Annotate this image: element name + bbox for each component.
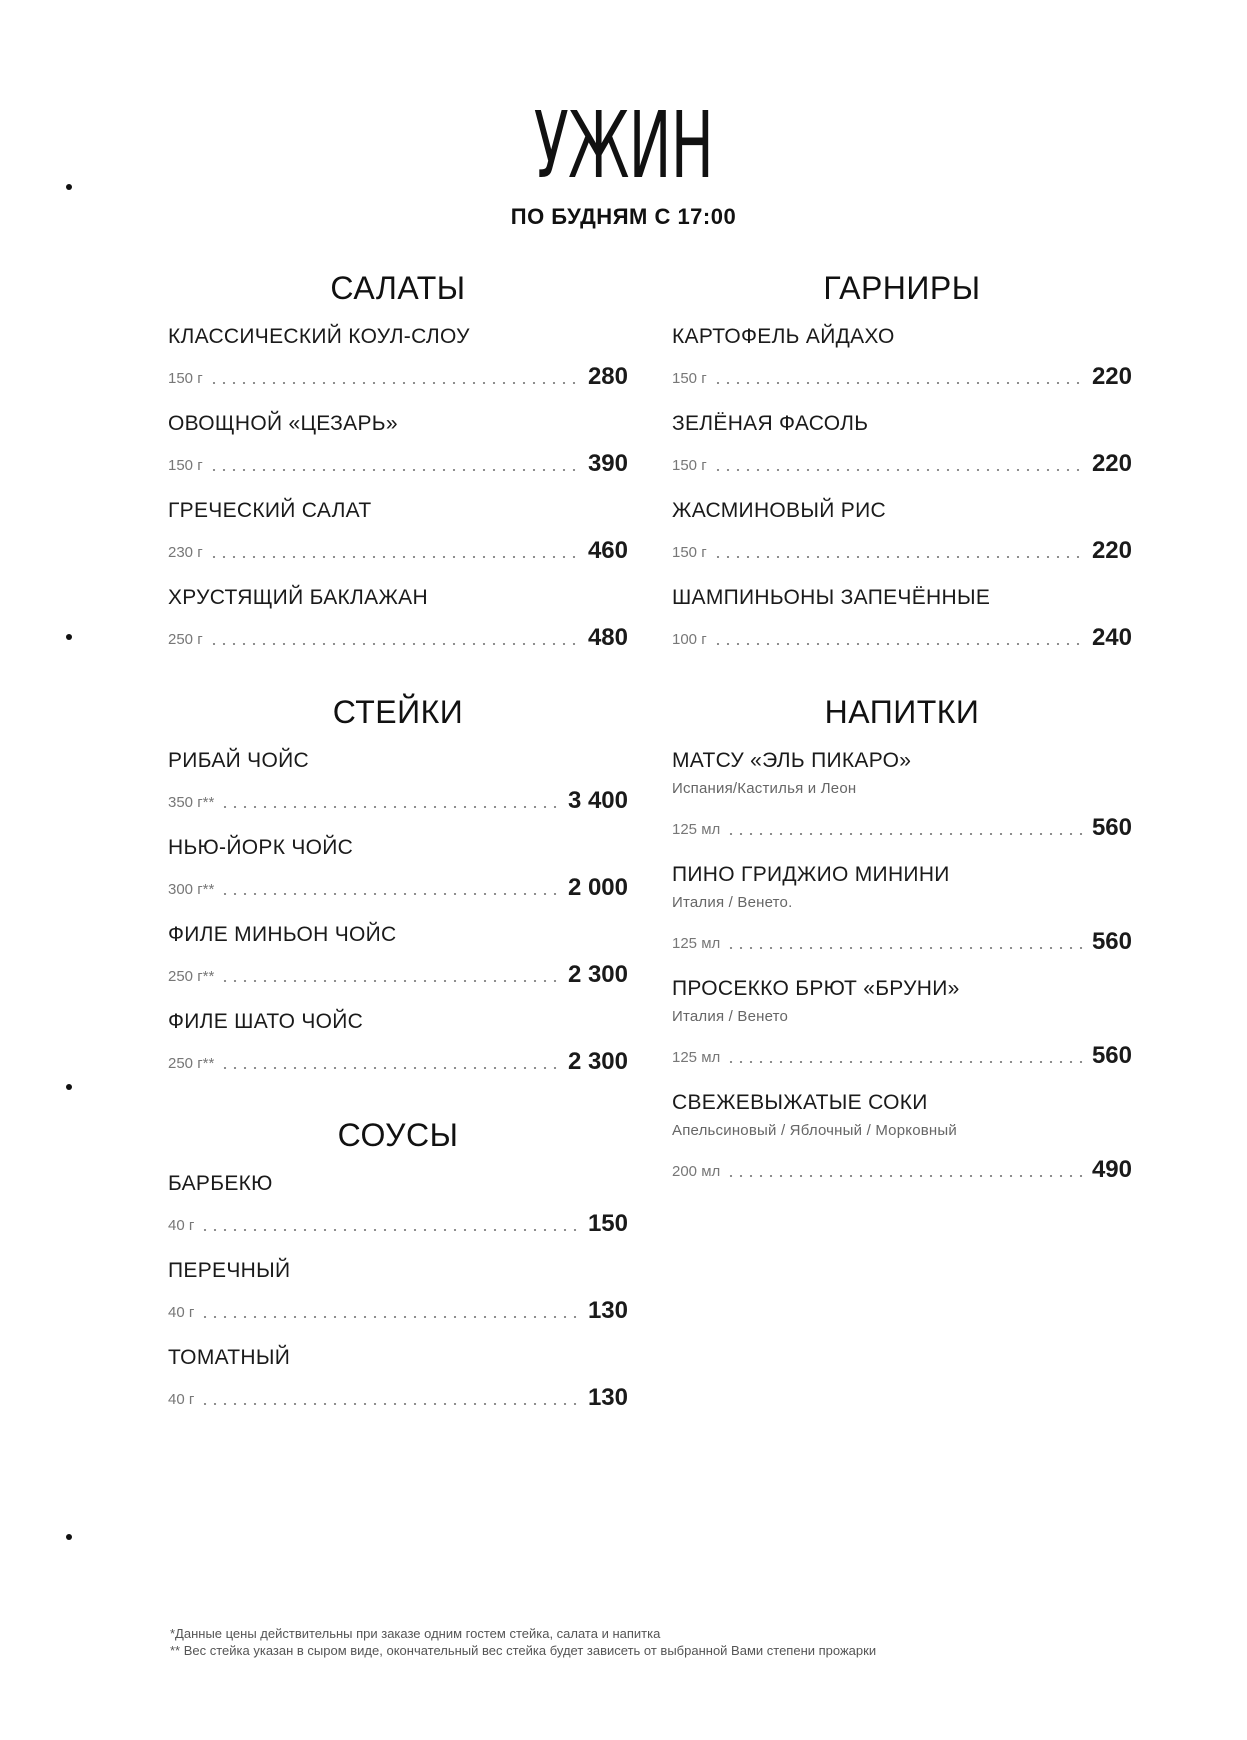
footnotes [170,1625,876,1659]
item-price: 220 [1091,363,1132,390]
item-name: ХРУСТЯЩИЙ БАКЛАЖАН [168,586,428,609]
item-price: 480 [587,624,628,651]
dot-leader [713,643,1086,645]
item-price: 130 [587,1384,628,1411]
item-weight: 150 г [168,370,203,387]
item-row [672,624,1132,650]
item-row [168,1210,628,1236]
item-price: 280 [587,363,628,390]
section-sauces [168,1119,628,1434]
item-name: ПЕРЕЧНЫЙ [168,1259,291,1282]
item-name: ЖАСМИНОВЫЙ РИС [672,499,886,522]
item-name: ПРОСЕККО БРЮТ «БРУНИ» [672,977,960,1000]
item-weight: 350 г** [168,794,215,811]
item-weight: 300 г** [168,881,215,898]
item-row [168,1297,628,1323]
dot-leader [726,1175,1086,1177]
item-price: 130 [587,1297,628,1324]
item-origin: Италия / Венето [672,1008,789,1025]
dot-leader [200,1403,582,1405]
item-price: 560 [1091,1042,1132,1069]
item-origin: Апельсиновый / Яблочный / Морковный [672,1122,957,1139]
item-price: 2 300 [567,961,628,988]
item-name: ОВОЩНОЙ «ЦЕЗАРЬ» [168,412,398,435]
menu-item [672,750,1132,840]
dot-leader [220,893,562,895]
menu-item [672,413,1132,476]
menu-item [168,413,628,476]
item-row [168,787,628,813]
menu-item [672,978,1132,1068]
item-weight: 250 г [168,631,203,648]
menu-item [168,1011,628,1074]
item-row [672,363,1132,389]
section-title: ГАРНИРЫ [823,270,981,306]
dot-leader [220,806,562,808]
dot-leader [726,833,1086,835]
item-name: НЬЮ-ЙОРК ЧОЙС [168,836,354,859]
item-price: 2 000 [567,874,628,901]
item-weight: 230 г [168,544,203,561]
item-name: КЛАССИЧЕСКИЙ КОУЛ-СЛОУ [168,325,470,348]
menu-item [168,326,628,389]
item-price: 3 400 [567,787,628,814]
item-name: КАРТОФЕЛЬ АЙДАХО [672,325,895,348]
item-weight: 150 г [672,457,707,474]
menu-item [168,587,628,650]
footnote-steak-weight: ** Вес стейка указан в сыром виде, окончательный вес стейка будет зависеть от выбранной Вами степени прожарки [170,1643,877,1658]
item-row [672,928,1132,954]
menu-item [168,750,628,813]
item-origin: Италия / Венето. [672,894,793,911]
dot-leader [209,643,582,645]
item-weight: 100 г [672,631,707,648]
menu-item [672,1092,1132,1182]
item-weight: 200 мл [672,1163,721,1180]
item-weight: 40 г [168,1217,195,1234]
item-name: ФИЛЕ МИНЬОН ЧОЙС [168,923,397,946]
footnote-prices: *Данные цены действительны при заказе одним гостем стейка, салата и напитка [170,1626,661,1641]
section-salads [168,272,628,674]
item-row [672,450,1132,476]
item-name: ТОМАТНЫЙ [168,1346,291,1369]
menu-item [168,1260,628,1323]
item-price: 490 [1091,1156,1132,1183]
item-row [168,450,628,476]
dot-leader [200,1229,582,1231]
menu-item [672,587,1132,650]
menu-title: УЖИН [533,92,714,199]
dot-leader [209,469,582,471]
item-weight: 125 мл [672,935,721,952]
item-row [168,537,628,563]
item-row [168,624,628,650]
item-price: 220 [1091,450,1132,477]
margin-bullet [66,1084,72,1090]
item-row [168,1048,628,1074]
item-price: 220 [1091,537,1132,564]
section-title: СОУСЫ [337,1117,459,1153]
item-row [168,363,628,389]
section-sides [672,272,1132,674]
item-weight: 125 мл [672,1049,721,1066]
item-price: 390 [587,450,628,477]
item-name: СВЕЖЕВЫЖАТЫЕ СОКИ [672,1091,928,1114]
menu-item [168,1347,628,1410]
dot-leader [713,556,1086,558]
item-name: БАРБЕКЮ [168,1172,273,1195]
item-row [168,874,628,900]
dot-leader [200,1316,582,1318]
menu-item [168,924,628,987]
item-row [672,1042,1132,1068]
dot-leader [220,980,562,982]
item-weight: 250 г** [168,1055,215,1072]
item-price: 150 [587,1210,628,1237]
section-title: САЛАТЫ [330,270,466,306]
item-weight: 150 г [672,544,707,561]
item-price: 560 [1091,928,1132,955]
section-drinks [672,696,1132,1206]
menu-subtitle: ПО БУДНЯМ С 17:00 [510,204,737,229]
item-name: ПИНО ГРИДЖИО МИНИНИ [672,863,950,886]
menu-item [672,500,1132,563]
menu-item [168,1173,628,1236]
item-weight: 125 мл [672,821,721,838]
item-name: ШАМПИНЬОНЫ ЗАПЕЧЁННЫЕ [672,586,991,609]
item-name: МАТСУ «ЭЛЬ ПИКАРО» [672,749,912,772]
dot-leader [209,382,582,384]
item-weight: 150 г [168,457,203,474]
item-row [168,1384,628,1410]
dot-leader [726,947,1086,949]
section-steaks [168,696,628,1098]
item-name: РИБАЙ ЧОЙС [168,749,309,772]
dot-leader [726,1061,1086,1063]
item-price: 2 300 [567,1048,628,1075]
section-title: СТЕЙКИ [332,694,464,730]
item-name: ГРЕЧЕСКИЙ САЛАТ [168,499,372,522]
item-origin: Испания/Кастилья и Леон [672,780,857,797]
item-weight: 40 г [168,1304,195,1321]
menu-item [672,864,1132,954]
dot-leader [713,382,1086,384]
section-title: НАПИТКИ [824,694,980,730]
menu-header [0,92,1247,230]
dot-leader [220,1067,562,1069]
menu-item [168,837,628,900]
item-price: 460 [587,537,628,564]
item-row [168,961,628,987]
item-name: ЗЕЛЁНАЯ ФАСОЛЬ [672,412,869,435]
item-weight: 250 г** [168,968,215,985]
item-name: ФИЛЕ ШАТО ЧОЙС [168,1010,364,1033]
margin-bullet [66,1534,72,1540]
menu-item [168,500,628,563]
item-weight: 40 г [168,1391,195,1408]
item-row [672,814,1132,840]
item-row [672,537,1132,563]
menu-item [672,326,1132,389]
item-weight: 150 г [672,370,707,387]
dot-leader [209,556,582,558]
item-price: 560 [1091,814,1132,841]
margin-bullet [66,634,72,640]
item-price: 240 [1091,624,1132,651]
dot-leader [713,469,1086,471]
item-row [672,1156,1132,1182]
